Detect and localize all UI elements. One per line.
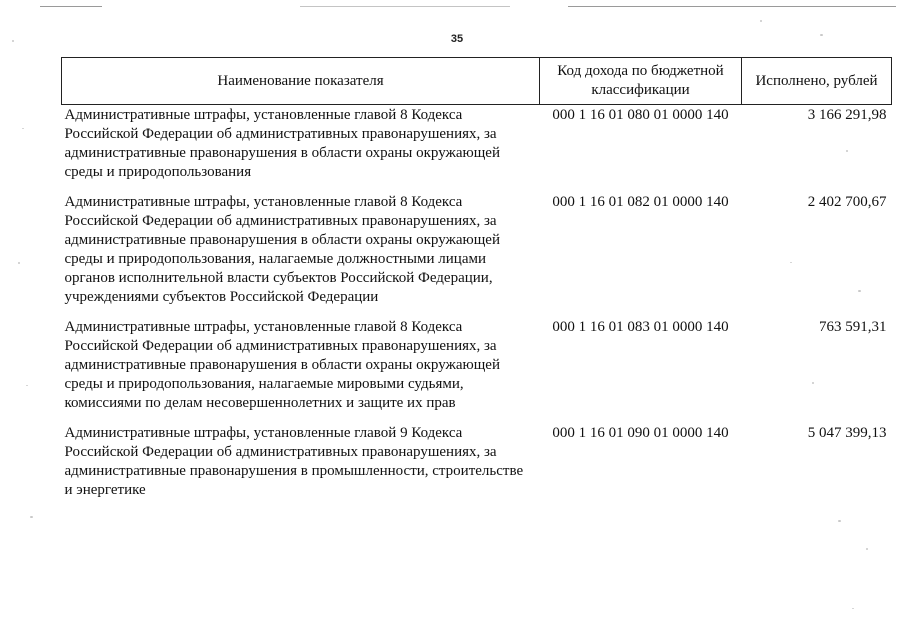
scan-speck [30, 516, 33, 518]
scan-speck [18, 262, 20, 264]
scan-speck [12, 40, 14, 42]
scan-speck [790, 262, 792, 263]
revenue-table [61, 57, 892, 511]
revenue-code: 000 1 16 01 083 01 0000 140 [552, 319, 729, 335]
table-row [62, 105, 892, 194]
header-indicator-name: Наименование показателя [62, 58, 540, 105]
executed-amount: 763 591,31 [819, 319, 887, 335]
scan-speck [820, 34, 823, 36]
table-row [62, 193, 892, 318]
indicator-name: Административные штрафы, установленные главой 9 Кодекса Российской Федерации об административных правонарушениях, за административные правонарушения в промышленности, строительстве и энергетике [64, 425, 524, 498]
header-revenue-code: Код дохода по бюджетной классификации [540, 58, 742, 105]
scan-speck [838, 520, 841, 522]
revenue-code: 000 1 16 01 082 01 0000 140 [552, 194, 729, 210]
table-header-row [62, 58, 892, 105]
scan-speck [22, 128, 24, 129]
executed-amount: 3 166 291,98 [807, 107, 887, 123]
executed-amount: 2 402 700,67 [807, 194, 887, 210]
revenue-code: 000 1 16 01 090 01 0000 140 [552, 425, 729, 441]
table-row [62, 318, 892, 424]
table-row [62, 424, 892, 511]
indicator-name: Административные штрафы, установленные главой 8 Кодекса Российской Федерации об административных правонарушениях, за административные правонарушения в области охраны окружающей среды и природопользования, налагаемые мировыми судьями, комиссиями по делам несовершеннолетних и защите их прав [64, 319, 500, 411]
revenue-code: 000 1 16 01 080 01 0000 140 [552, 107, 729, 123]
scan-speck [812, 382, 814, 384]
top-rule-left [40, 6, 102, 7]
executed-amount: 5 047 399,13 [807, 425, 887, 441]
indicator-name: Административные штрафы, установленные главой 8 Кодекса Российской Федерации об административных правонарушениях, за административные правонарушения в области охраны окружающей среды и природопользования, налагаемые должностными лицами органов исполнительной власти субъектов Российской Федерации, учреждениями субъектов Российской Федерации [64, 194, 500, 305]
scan-speck [760, 20, 762, 22]
scan-speck [846, 150, 848, 152]
scan-speck [866, 548, 868, 550]
header-executed-amount: Исполнено, рублей [742, 58, 892, 105]
top-rule-center [300, 6, 510, 7]
indicator-name: Административные штрафы, установленные главой 8 Кодекса Российской Федерации об административных правонарушениях, за административные правонарушения в области охраны окружающей среды и природопользования [64, 107, 500, 180]
top-rule-right [568, 6, 896, 7]
page-number: 35 [450, 33, 464, 45]
scan-speck [26, 385, 28, 386]
scan-speck [852, 608, 854, 609]
scan-speck [858, 290, 861, 292]
